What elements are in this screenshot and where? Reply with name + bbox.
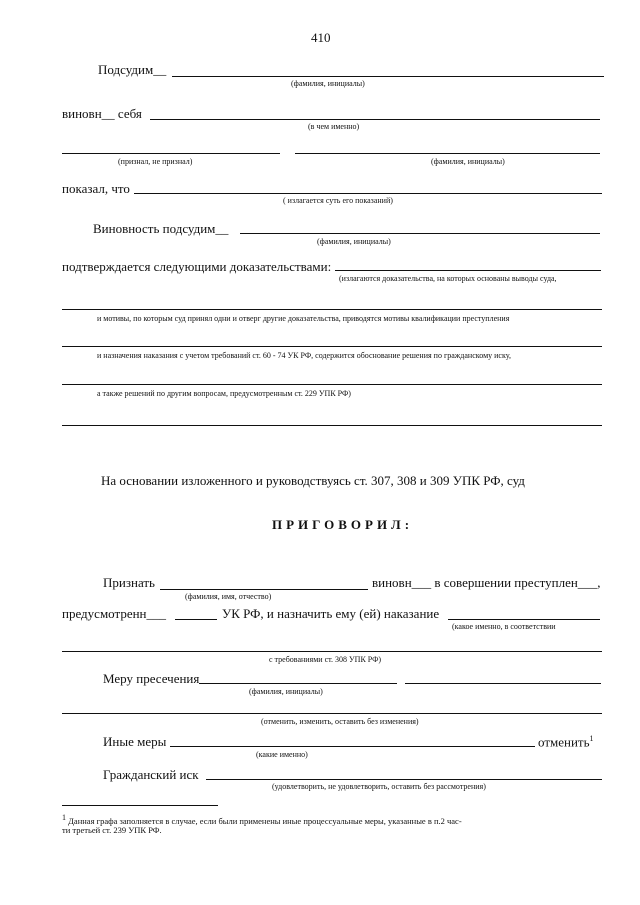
punishment-type-line[interactable] xyxy=(448,619,600,620)
defendant-caption: (фамилия, инициалы) xyxy=(291,79,365,88)
article-line[interactable] xyxy=(175,619,217,620)
evidence-line[interactable] xyxy=(335,270,601,271)
testified-caption: ( излагается суть его показаний) xyxy=(283,196,393,205)
page-number: 410 xyxy=(311,30,331,45)
punishment-line[interactable] xyxy=(62,346,602,347)
extra-line[interactable] xyxy=(62,425,602,426)
measure-extra-line[interactable] xyxy=(405,683,601,684)
footnote-line2: ти третьей ст. 239 УПК РФ. xyxy=(62,825,162,835)
verdict-title: ПРИГОВОРИЛ: xyxy=(272,517,414,532)
defendant-line[interactable] xyxy=(172,76,604,77)
footnote-number: 1 xyxy=(62,813,66,822)
art308-caption: с требованиями ст. 308 УПК РФ) xyxy=(269,655,382,664)
measure-action-line[interactable] xyxy=(62,713,602,714)
guilty-label: виновн__ себя xyxy=(62,106,142,121)
civil-claim-line[interactable] xyxy=(206,779,602,780)
punishment-caption: и назначения наказания с учетом требований ст. 60 - 74 УК РФ, содержится обоснование решения по гражданскому иску, xyxy=(97,351,511,360)
guilty-line[interactable] xyxy=(150,119,600,120)
guilty-caption: (в чем именно) xyxy=(308,122,360,131)
footnote-line1: $^1$ Данная графа заполняется в случае, если были применены иные процессуальные меры, указанные в п.2 час- xyxy=(62,813,462,826)
testified-line[interactable] xyxy=(134,193,602,194)
defendant-label: Подсудим__ xyxy=(98,62,167,77)
measure-action-caption: (отменить, изменить, оставить без изменения) xyxy=(261,717,419,726)
plea-name-line[interactable] xyxy=(295,153,600,154)
punishment-type-caption: (какое именно, в соответствии xyxy=(452,622,556,631)
cancel-word: отменить$^1$ xyxy=(538,734,594,750)
basis-text: На основании изложенного и руководствуясь ст. 307, 308 и 309 УПК РФ, суд xyxy=(101,473,525,488)
testified-label: показал, что xyxy=(62,181,130,196)
guilt-label: Виновность подсудим__ xyxy=(93,221,229,236)
footnote-divider xyxy=(62,805,218,806)
measure-name-line[interactable] xyxy=(199,683,397,684)
art308-line[interactable] xyxy=(62,651,602,652)
guilt-caption: (фамилия, инициалы) xyxy=(317,237,391,246)
motives-line[interactable] xyxy=(62,309,602,310)
recognize-line[interactable] xyxy=(160,589,368,590)
code-text: УК РФ, и назначить ему (ей) наказание xyxy=(222,606,440,621)
plea-line[interactable] xyxy=(62,153,280,154)
other-measures-label: Иные меры xyxy=(103,734,167,749)
recognize-label: Признать xyxy=(103,575,155,590)
measure-caption: (фамилия, инициалы) xyxy=(249,687,323,696)
evidence-label: подтверждается следующими доказательствами: xyxy=(62,259,332,274)
civil-claim-caption: (удовлетворить, не удовлетворить, оставить без рассмотрения) xyxy=(272,782,486,791)
provided-label: предусмотренн___ xyxy=(62,606,167,621)
guilty-word: виновн___ в совершении преступлен___, xyxy=(372,575,601,590)
motives-caption: и мотивы, по которым суд принял одни и отверг другие доказательства, приводятся мотивы квалификации преступления xyxy=(97,314,510,323)
civil-claim-label: Гражданский иск xyxy=(103,767,199,782)
measure-label: Меру пресечения xyxy=(103,671,200,686)
footnote-mark: 1 xyxy=(589,734,594,743)
plea-name-caption: (фамилия, инициалы) xyxy=(431,157,505,166)
other-line[interactable] xyxy=(62,384,602,385)
other-caption: а также решений по другим вопросам, предусмотренным ст. 229 УПК РФ) xyxy=(97,389,351,398)
other-measures-caption: (какие именно) xyxy=(256,750,308,759)
other-measures-line[interactable] xyxy=(170,746,535,747)
evidence-caption: (излагаются доказательства, на которых основаны выводы суда, xyxy=(339,274,557,283)
guilt-line[interactable] xyxy=(240,233,600,234)
recognize-caption: (фамилия, имя, отчество) xyxy=(185,592,272,601)
plea-caption: (признал, не признал) xyxy=(118,157,193,166)
